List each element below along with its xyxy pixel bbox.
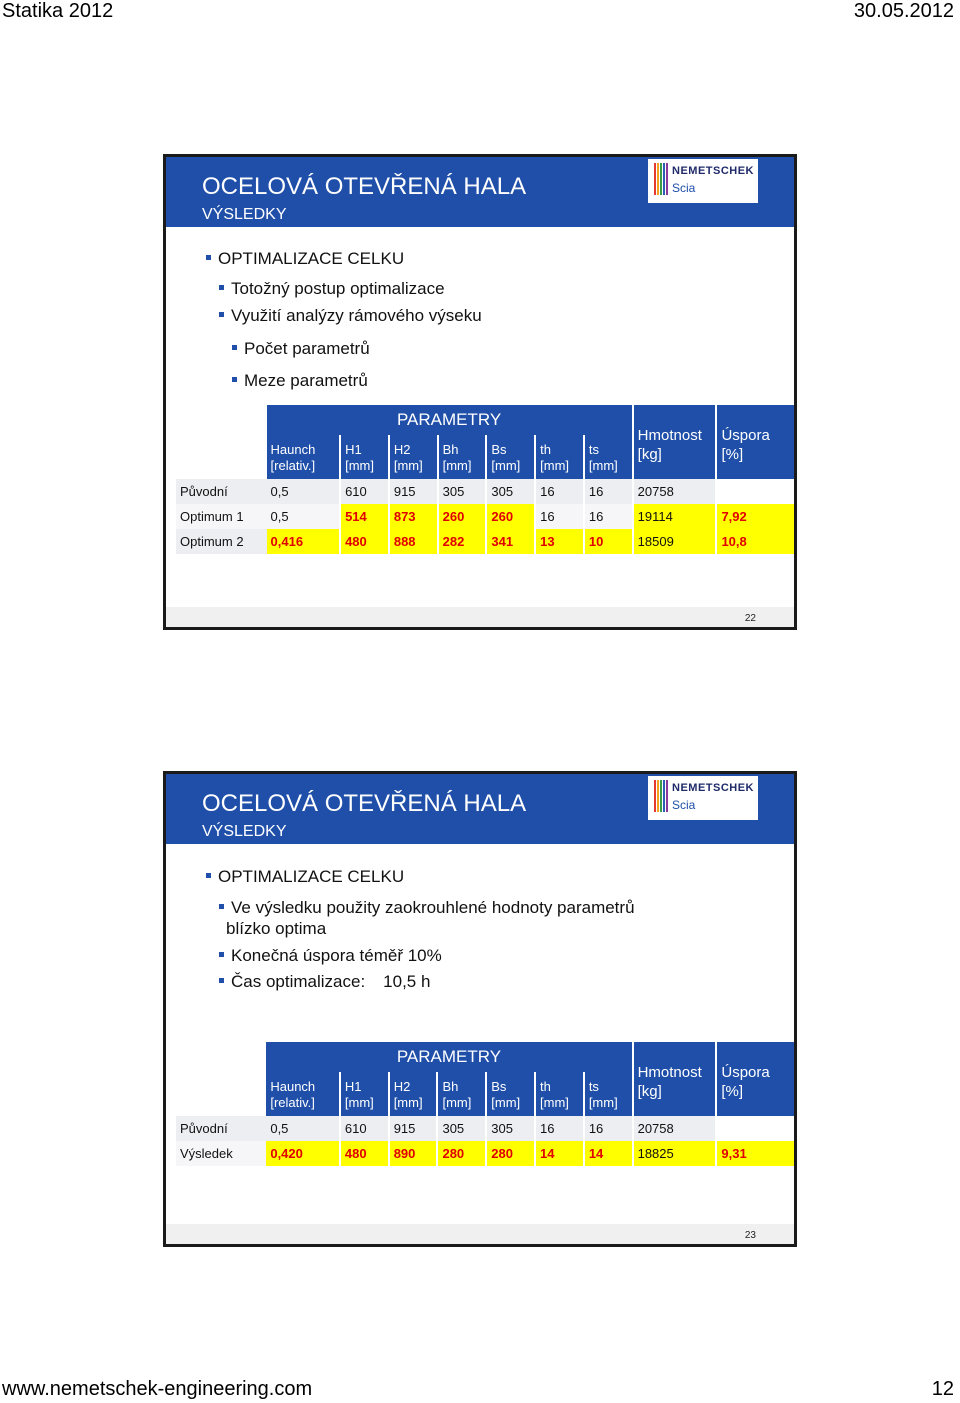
bullet-level2: Konečná úspora téměř 10%: [219, 946, 442, 966]
slide-header: [166, 774, 794, 844]
bullet-level2: Využití analýzy rámového výseku: [219, 306, 482, 326]
mass-header: Hmotnost [kg]: [633, 405, 717, 479]
bullet-icon: [219, 952, 224, 957]
nemetschek-logo: [648, 776, 758, 820]
cell: 915: [389, 479, 438, 504]
mass-cell: 18509: [633, 529, 717, 554]
table-row: [176, 1141, 794, 1166]
bullet-level2: Ve výsledku použity zaokrouhlené hodnoty parametrů: [219, 898, 635, 918]
table-corner: [176, 1072, 266, 1116]
row-label: Původní: [176, 1116, 266, 1141]
col-header-h1: H1 [mm]: [340, 1072, 389, 1116]
bullet-level1: OPTIMALIZACE CELKU: [206, 249, 404, 269]
slide-22: [163, 154, 797, 630]
cell-changed: 890: [389, 1141, 438, 1166]
logo-wordmark: NEMETSCHEK: [672, 165, 755, 177]
table-corner: [176, 405, 267, 435]
mass-cell: 20758: [633, 1116, 717, 1141]
col-header-bs: Bs [mm]: [486, 1072, 535, 1116]
cell: 305: [437, 1116, 486, 1141]
col-header-ts: ts [mm]: [584, 435, 633, 479]
row-label: Optimum 2: [176, 529, 267, 554]
logo-subbrand: Scia: [672, 181, 696, 195]
cell: 305: [486, 1116, 535, 1141]
col-header-haunch: Haunch [relativ.]: [267, 435, 341, 479]
cell: 305: [438, 479, 487, 504]
mass-header: Hmotnost [kg]: [633, 1042, 717, 1116]
col-header-haunch: Haunch [relativ.]: [266, 1072, 340, 1116]
slide-23: [163, 771, 797, 1247]
col-header-ts: ts [mm]: [584, 1072, 633, 1116]
bullet-icon: [206, 873, 211, 878]
col-header-th: th [mm]: [535, 1072, 584, 1116]
cell-changed: 10: [584, 529, 633, 554]
page-footer-number: 12: [931, 1378, 954, 1400]
cell: 16: [584, 504, 633, 529]
parametry-header: PARAMETRY: [266, 1042, 632, 1072]
table-corner: [176, 435, 267, 479]
cell: 305: [486, 479, 535, 504]
cell: 16: [584, 1116, 633, 1141]
slide-subtitle: VÝSLEDKY: [202, 823, 287, 840]
logo-bars-icon: [654, 163, 668, 195]
bullet-icon: [206, 255, 211, 260]
bullet-icon: [219, 978, 224, 983]
parametry-header: PARAMETRY: [267, 405, 633, 435]
logo-subbrand: Scia: [672, 798, 696, 812]
slide-number: 23: [744, 1230, 756, 1241]
cell-changed: 341: [486, 529, 535, 554]
bullet-continuation: blízko optima: [226, 919, 327, 938]
row-label: Původní: [176, 479, 267, 504]
cell-changed: 14: [584, 1141, 633, 1166]
page-header-date: 30.05.2012: [853, 0, 954, 22]
mass-cell: 19114: [633, 504, 717, 529]
bullet-level2: Čas optimalizace: 10,5 h: [219, 972, 430, 992]
results-table: [176, 405, 794, 554]
cell-changed: 514: [340, 504, 389, 529]
slide-header: [166, 157, 794, 227]
logo-bars-icon: [654, 780, 668, 812]
cell-changed: 280: [486, 1141, 535, 1166]
table-row: [176, 479, 794, 504]
bullet-icon: [219, 312, 224, 317]
mass-cell: 18825: [633, 1141, 717, 1166]
cell: 610: [340, 479, 389, 504]
slide-number: 22: [744, 613, 756, 624]
col-header-bh: Bh [mm]: [437, 1072, 486, 1116]
col-header-bs: Bs [mm]: [486, 435, 535, 479]
cell-changed: 260: [486, 504, 535, 529]
saving-header: Úspora [%]: [716, 405, 794, 479]
cell: 915: [389, 1116, 438, 1141]
col-header-h2: H2 [mm]: [389, 435, 438, 479]
col-header-h2: H2 [mm]: [389, 1072, 438, 1116]
cell: 16: [584, 479, 633, 504]
cell-changed: 260: [438, 504, 487, 529]
cell-changed: 280: [437, 1141, 486, 1166]
cell: 610: [340, 1116, 389, 1141]
page-header-title: Statika 2012: [2, 0, 114, 22]
slide-footer: [166, 1224, 794, 1244]
table-row: [176, 504, 794, 529]
cell: 0,5: [267, 479, 341, 504]
nemetschek-logo: [648, 159, 758, 203]
cell-changed: 480: [340, 1141, 389, 1166]
cell: 16: [535, 504, 584, 529]
row-label: Optimum 1: [176, 504, 267, 529]
cell-changed: 888: [389, 529, 438, 554]
table-corner: [176, 1042, 266, 1072]
saving-cell: 10,8: [716, 529, 794, 554]
table-row: [176, 1116, 794, 1141]
cell: 0,5: [266, 1116, 340, 1141]
saving-cell: [716, 479, 794, 504]
cell: 16: [535, 1116, 584, 1141]
col-header-h1: H1 [mm]: [340, 435, 389, 479]
cell-changed: 0,420: [266, 1141, 340, 1166]
saving-header: Úspora [%]: [716, 1042, 794, 1116]
cell: 0,5: [267, 504, 341, 529]
bullet-icon: [232, 345, 237, 350]
saving-cell: [716, 1116, 794, 1141]
saving-cell: 7,92: [716, 504, 794, 529]
slide-title: OCELOVÁ OTEVŘENÁ HALA: [202, 173, 527, 200]
bullet-icon: [232, 377, 237, 382]
results-table: [176, 1042, 794, 1166]
logo-wordmark: NEMETSCHEK: [672, 782, 755, 794]
bullet-icon: [219, 285, 224, 290]
slide-footer: [166, 607, 794, 627]
mass-cell: 20758: [633, 479, 717, 504]
slide-subtitle: VÝSLEDKY: [202, 206, 287, 223]
cell-changed: 13: [535, 529, 584, 554]
bullet-level1: OPTIMALIZACE CELKU: [206, 867, 404, 887]
cell: 16: [535, 479, 584, 504]
row-label: Výsledek: [176, 1141, 266, 1166]
table-row: [176, 529, 794, 554]
saving-cell: 9,31: [716, 1141, 794, 1166]
col-header-bh: Bh [mm]: [438, 435, 487, 479]
cell-changed: 14: [535, 1141, 584, 1166]
bullet-level3: Meze parametrů: [232, 371, 368, 391]
col-header-th: th [mm]: [535, 435, 584, 479]
bullet-level3: Počet parametrů: [232, 339, 370, 359]
cell-changed: 480: [340, 529, 389, 554]
cell-changed: 282: [438, 529, 487, 554]
bullet-icon: [219, 904, 224, 909]
cell-changed: 873: [389, 504, 438, 529]
bullet-level2: Totožný postup optimalizace: [219, 279, 445, 299]
cell-changed: 0,416: [267, 529, 341, 554]
slide-title: OCELOVÁ OTEVŘENÁ HALA: [202, 790, 527, 817]
page-footer-url[interactable]: www.nemetschek-engineering.com: [2, 1378, 313, 1400]
